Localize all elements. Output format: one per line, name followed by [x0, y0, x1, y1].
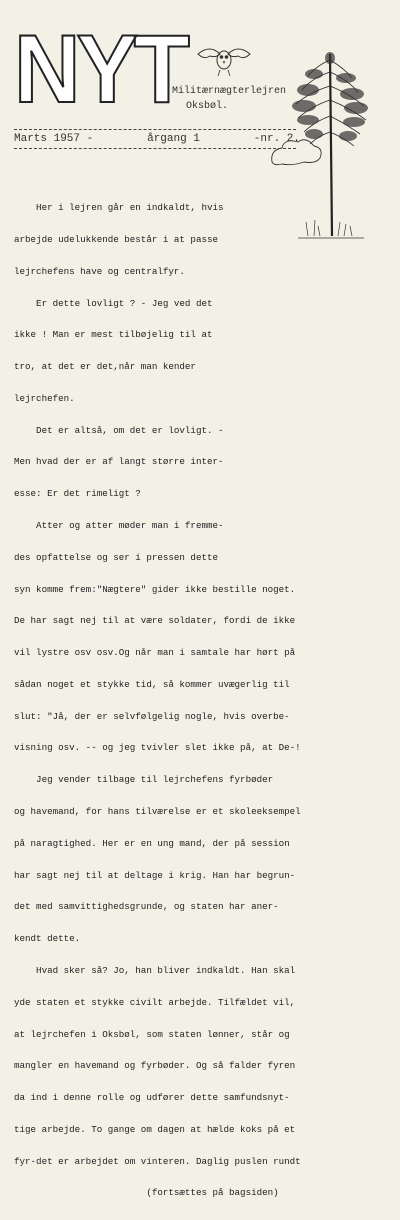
article-line: og havemand, for hans tilværelse er et skoleeksempel: [14, 806, 301, 818]
dateline-rule-top: [14, 129, 296, 130]
article-line: det med samvittighedsgrunde, og staten har aner-: [14, 901, 279, 913]
article-line: arbejde udelukkende består i at passe: [14, 233, 218, 245]
article-line: har sagt nej til at deltage i krig. Han har begrun-: [14, 869, 296, 881]
article-line: Er dette lovligt ? - Jeg ved det: [14, 297, 213, 309]
article-line: lejrchefens have og centralfyr.: [14, 265, 185, 277]
article-line: kendt dette.: [14, 933, 81, 945]
article-line: Men hvad der er af langt større inter-: [14, 456, 224, 468]
article-line: da ind i denne rolle og udfører dette samfundsnyt-: [14, 1092, 290, 1104]
article-line: Hvad sker så? Jo, han bliver indkaldt. Han skal: [14, 964, 296, 976]
masthead-title: NYT: [14, 15, 186, 123]
issue-volume: årgang 1: [147, 133, 200, 145]
article-line: syn komme frem:"Nægtere" gider ikke bestille noget.: [14, 583, 296, 595]
subtitle-line-1: Militærnægterlejren: [172, 86, 287, 97]
article-line: Atter og atter møder man i fremme-: [14, 520, 224, 531]
article-line: yde staten et stykke civilt arbejde. Tilfældet vil,: [14, 996, 296, 1008]
article-line: at lejrchefen i Oksbøl, som staten lønner, står og: [14, 1028, 290, 1040]
article-line: Her i lejren går en indkaldt, hvis: [14, 202, 224, 214]
article-line: des opfattelse og ser i pressen dette: [14, 551, 218, 563]
article-line: ikke ! Man er mest tilbøjelig til at: [14, 329, 213, 341]
article-line: Det er altså, om det er lovligt. -: [14, 424, 224, 436]
article-line: slut: "Jå, der er selvfølgelig nogle, hvis overbe-: [14, 710, 290, 722]
article-line: sådan noget et stykke tid, så kommer uvægerlig til: [14, 678, 290, 690]
article-line: vil lystre osv osv.Og når man i samtale har hørt på: [14, 647, 296, 659]
owl-drawing: [196, 40, 252, 80]
article-line: Jeg vender tilbage til lejrchefens fyrbøder: [14, 774, 274, 786]
issue-number: -nr. 2.: [253, 133, 300, 145]
article-line: på naragtighed. Her er en ung mand, der på session: [14, 837, 290, 849]
article-line: esse: Er det rimeligt ?: [14, 488, 141, 500]
article-line: lejrchefen.: [14, 392, 75, 404]
masthead-logo: [14, 15, 186, 123]
article-body: [14, 182, 394, 1220]
dateline-rule-bottom: [14, 148, 296, 149]
continued-note: (fortsættes på bagsiden): [14, 1187, 279, 1199]
subtitle-line-2: Oksbøl.: [186, 101, 229, 112]
article-line: visning osv. -- og jeg tvivler slet ikke på, at De-!: [14, 742, 301, 754]
article-line: tro, at det er det,når man kender: [14, 361, 196, 373]
dateline: [14, 133, 300, 146]
issue-date: Marts 1957 -: [14, 133, 94, 145]
article-line: fyr-det er arbejdet om vinteren. Daglig puslen rundt: [14, 1155, 301, 1167]
article-line: tige arbejde. To gange om dagen at hælde koks på et: [14, 1123, 296, 1135]
article-line: De har sagt nej til at være soldater, fordi de ikke: [14, 615, 296, 627]
article-line: mangler en havemand og fyrbøder. Og så falder fyren: [14, 1060, 296, 1072]
